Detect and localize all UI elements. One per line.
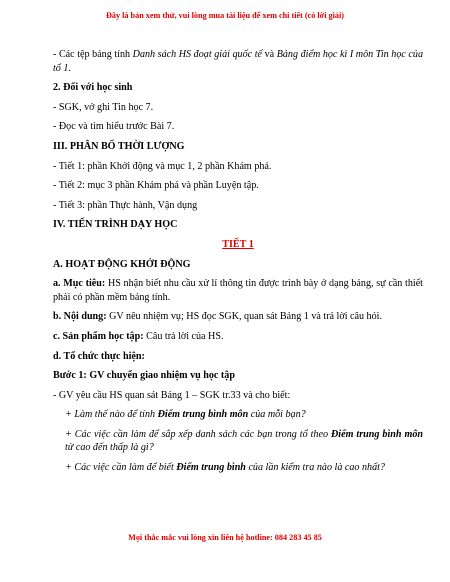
list-item: - Tiết 2: mục 3 phần Khám phá và phần Luyện tập. <box>53 180 259 192</box>
list-item: - Đọc và tìm hiểu trước Bài 7. <box>53 121 175 133</box>
heading-students: 2. Đối với học sinh <box>53 82 133 94</box>
objective <box>53 277 423 304</box>
text: + Làm thế nào để tính <box>65 409 158 421</box>
text: + Các việc cần làm để biết <box>65 462 177 474</box>
content-item <box>53 310 423 324</box>
text: của lần kiểm tra nào là cao nhất? <box>245 462 385 474</box>
text: . <box>68 62 71 74</box>
text: Câu trả lời của HS. <box>143 330 224 342</box>
document-body <box>53 48 423 475</box>
file-name: Bảng điểm học kì I môn Tin học của tổ 1 <box>53 49 424 74</box>
term: Điểm trung bình môn <box>331 428 423 440</box>
text: + Các việc cần làm để sắp xếp danh sách các bạn trong tổ theo <box>65 428 331 440</box>
list-item: - Tiết 3: phần Thực hành, Vận dụng <box>53 199 198 211</box>
paragraph-files <box>53 48 423 75</box>
heading-activity-a: A. HOẠT ĐỘNG KHỞI ĐỘNG <box>53 258 191 270</box>
label: b. Nội dung: <box>53 311 107 323</box>
heading-process: IV. TIẾN TRÌNH DẠY HỌC <box>53 219 178 231</box>
lesson-label: TIẾT 1 <box>222 238 254 250</box>
question-item <box>53 408 423 422</box>
list-item: - SGK, vở ghi Tin học 7. <box>53 101 154 113</box>
text: HS nhận biết nhu cầu xử lí thông tin được trình bày ở dạng bảng, sự cần thiết phải có phần mềm bảng tính. <box>53 278 423 303</box>
text: từ cao đến thấp là gì? <box>65 442 154 454</box>
hotline-banner: Mọi thắc mắc vui lòng xin liên hệ hotline: 084 283 45 85 <box>128 533 322 542</box>
label: a. Mục tiêu: <box>53 278 106 290</box>
question-item <box>53 428 423 455</box>
term: Điểm trung bình môn <box>157 409 249 421</box>
heading-time: III. PHÂN BỐ THỜI LƯỢNG <box>53 140 185 152</box>
text: GV nêu nhiệm vụ; HS đọc SGK, quan sát Bảng 1 và trả lời câu hỏi. <box>106 311 382 323</box>
list-item: - Tiết 1: phần Khởi động và mục 1, 2 phần Khám phá. <box>53 160 272 172</box>
text: của mỗi bạn? <box>248 409 306 421</box>
preview-banner: Đây là bản xem thử, vui lòng mua tài liệu để xem chi tiết (có lời giải) <box>105 11 344 20</box>
label: c. Sản phẩm học tập: <box>53 330 144 342</box>
organization-label: d. Tổ chức thực hiện: <box>53 350 145 362</box>
file-name: Danh sách HS đoạt giải quốc tế <box>132 49 263 60</box>
step-heading: Bước 1: GV chuyển giao nhiệm vụ học tập <box>53 370 235 382</box>
text: - Các tệp bảng tính <box>53 49 133 60</box>
task-text: - GV yêu cầu HS quan sát Bảng 1 – SGK tr.33 và cho biết: <box>53 389 291 401</box>
text: và <box>262 49 277 60</box>
lesson-title <box>53 238 423 252</box>
term: Điểm trung bình <box>176 462 246 474</box>
question-item <box>53 461 423 475</box>
product-item <box>53 330 423 344</box>
